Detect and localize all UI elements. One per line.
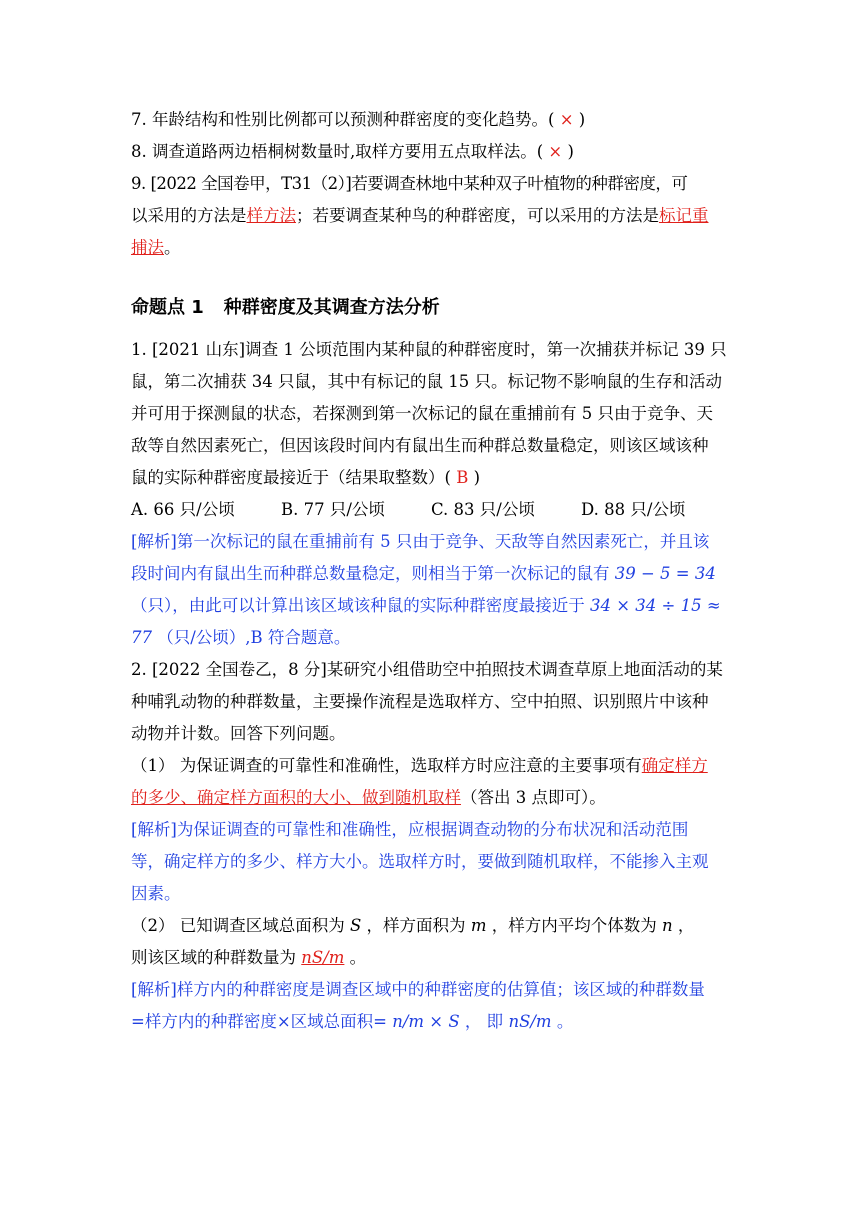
text: （只/公顷）,B 符合题意。	[152, 628, 351, 647]
option-a: A. 66 只/公顷	[131, 500, 235, 519]
subquestion-1-line-1	[131, 750, 731, 782]
statement-7-text: 7. 年龄结构和性别比例都可以预测种群密度的变化趋势。(	[131, 110, 555, 129]
wrong-mark: ×	[559, 110, 574, 129]
question-1-line-2: 鼠，第二次捕获 34 只鼠，其中有标记的鼠 15 只。标记物不影响鼠的生存和活动	[131, 372, 722, 391]
explanation-3-line-1: [解析]样方内的种群密度是调查区域中的种群密度的估算值；该区域的种群数量	[131, 980, 705, 999]
option-c: C. 83 只/公顷	[431, 500, 535, 519]
explanation-1-line-1: [解析]第一次标记的鼠在重捕前有 5 只由于竞争、天敌等自然因素死亡，并且该	[131, 532, 710, 551]
subquestion-2-line-1	[131, 910, 731, 942]
formula: n/m × S	[392, 1012, 460, 1031]
formula: 77	[131, 628, 152, 647]
question-2-line-3: 动物并计数。回答下列问题。	[131, 724, 346, 743]
text: 则该区域的种群数量为	[131, 948, 302, 967]
section-title: 种群密度及其调查方法分析	[223, 297, 440, 318]
question-1-line-1: 1. [2021 山东]调查 1 公顷范围内某种鼠的种群密度时，第一次捕获并标记 39 只	[131, 340, 727, 359]
text: ， 即	[459, 1012, 509, 1031]
text: ，样方面积为	[361, 916, 471, 935]
question-2-line-2: 种哺乳动物的种群数量，主要操作流程是选取样方、空中拍照、识别照片中该种	[131, 692, 709, 711]
formula: 39 − 5 = 34	[614, 564, 716, 583]
answer-options	[131, 494, 731, 526]
formula: 34 × 34 ÷ 15 ≈	[590, 596, 721, 615]
question-1-line-5	[131, 462, 731, 494]
section-heading	[131, 286, 731, 330]
text: )	[473, 468, 481, 487]
text: 。	[164, 238, 181, 257]
question-2-line-1: 2. [2022 全国卷乙，8 分]某研究小组借助空中拍照技术调查草原上地面活动的某	[131, 660, 723, 679]
var-m: m	[470, 916, 487, 935]
question-1-line-3: 并可用于探测鼠的状态，若探测到第一次标记的鼠在重捕前有 5 只由于竞争、天	[131, 404, 713, 423]
answer-letter: B	[456, 468, 469, 487]
text: 段时间内有鼠出生而种群总数量稳定，则相当于第一次标记的鼠有	[131, 564, 615, 583]
text: 以采用的方法是	[131, 206, 247, 225]
text: ，样方内平均个体数为	[486, 916, 662, 935]
statement-8-text: 8. 调查道路两边梧桐树数量时,取样方要用五点取样法。(	[131, 142, 544, 161]
text: （1） 为保证调查的可靠性和准确性，选取样方时应注意的主要事项有	[131, 756, 642, 775]
statement-7-close: )	[578, 110, 586, 129]
explanation-2-line-1: [解析]为保证调查的可靠性和准确性，应根据调查动物的分布状况和活动范围	[131, 820, 689, 839]
statement-9-line-1: 9. [2022 全国卷甲，T31（2）]若要调查林地中某种双子叶植物的种群密度，可	[131, 174, 688, 193]
explanation-3-line-2	[131, 1006, 731, 1038]
question-1-line-4: 敌等自然因素死亡，但因该段时间内有鼠出生而种群总数量稳定，则该区域该种	[131, 436, 709, 455]
option-b: B. 77 只/公顷	[281, 500, 385, 519]
subquestion-1-line-2	[131, 782, 731, 814]
text: 。	[551, 1012, 574, 1031]
statement-9-line-2	[131, 200, 731, 232]
formula: nS/m	[508, 1012, 552, 1031]
answer-quadrat-method: 样方法	[246, 206, 296, 225]
answer-part1: 确定样方	[641, 756, 708, 775]
answer-mark-recapture-part1: 标记重	[659, 206, 709, 225]
statement-9-line-3	[131, 232, 731, 264]
statement-8-close: )	[567, 142, 574, 161]
text: （只），由此可以计算出该区域该种鼠的实际种群密度最接近于	[131, 596, 590, 615]
text: 鼠的实际种群密度最接近于（结果取整数）(	[131, 468, 451, 487]
explanation-1-line-3	[131, 590, 731, 622]
explanation-1-line-2	[131, 558, 731, 590]
wrong-mark: ×	[548, 142, 563, 161]
statement-7	[131, 104, 731, 136]
section-number: 命题点 1	[131, 297, 204, 318]
option-d: D. 88 只/公顷	[581, 500, 686, 519]
var-S: S	[350, 916, 362, 935]
explanation-2-line-2: 等，确定样方的多少、样方大小。选取样方时，要做到随机取样，不能掺入主观	[131, 852, 709, 871]
statement-8	[131, 136, 731, 168]
document-content	[131, 104, 731, 1038]
text: ；若要调查某种鸟的种群密度，可以采用的方法是	[296, 206, 659, 225]
answer-formula: nS/m	[301, 948, 345, 967]
text: =样方内的种群密度×区域总面积=	[131, 1012, 393, 1031]
explanation-2-line-3: 因素。	[131, 884, 181, 903]
var-n: n	[661, 916, 673, 935]
answer-part2: 的多少、确定样方面积的大小、做到随机取样	[131, 788, 461, 807]
text: 。	[344, 948, 367, 967]
answer-mark-recapture-part2: 捕法	[131, 238, 164, 257]
text: （2） 已知调查区域总面积为	[131, 916, 350, 935]
subquestion-2-line-2	[131, 942, 731, 974]
explanation-1-line-4	[131, 622, 731, 654]
text: ，	[672, 916, 695, 935]
text: （答出 3 点即可）。	[461, 788, 606, 807]
